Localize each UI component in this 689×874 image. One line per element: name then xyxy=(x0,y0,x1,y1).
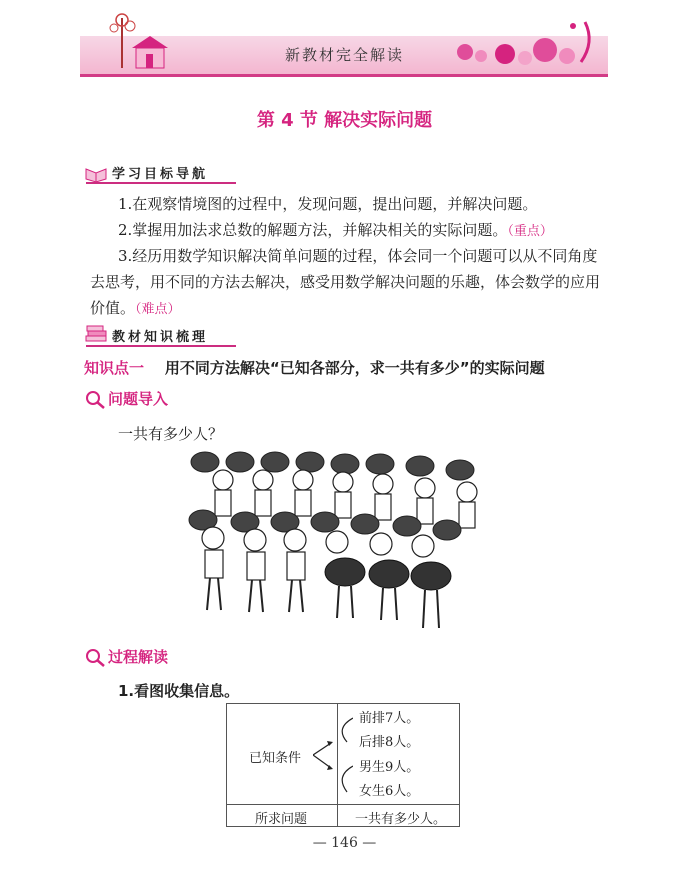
condition-boys: 男生9人。 xyxy=(359,760,420,775)
ask-label: 所求问题 xyxy=(255,812,308,827)
knowledge-heading-text: 教材知识梳理 xyxy=(112,330,209,345)
process-heading xyxy=(84,646,168,668)
intro-heading-text: 问题导入 xyxy=(108,390,169,408)
open-book-icon xyxy=(84,163,108,183)
intro-heading xyxy=(84,388,168,410)
knowledge-point-label: 知识点一 xyxy=(84,359,145,377)
process-heading-text: 过程解读 xyxy=(108,648,169,666)
goal-text: 3.经历用数学知识解决简单问题的过程，体会同一个问题可以从不同角度去思考，用不同的方法去解决，感受用数学解决问题的乐趣，体会数学的应用价值。 xyxy=(90,247,601,317)
condition-front-row: 前排7人。 xyxy=(359,711,420,726)
goal-item xyxy=(90,243,610,323)
ask-value: 一共有多少人。 xyxy=(355,812,447,827)
known-label: 已知条件 xyxy=(249,751,302,766)
info-table xyxy=(226,703,460,827)
knowledge-point-heading xyxy=(84,357,545,378)
condition-girls: 女生6人。 xyxy=(359,784,420,799)
goal-item xyxy=(90,217,610,245)
goal-tag: （重点） xyxy=(507,224,553,239)
stacked-books-icon xyxy=(84,324,108,344)
goals-heading xyxy=(112,163,208,182)
knowledge-underline xyxy=(86,345,236,347)
magnifier-icon xyxy=(84,390,106,410)
header-title: 新教材完全解读 xyxy=(284,46,404,64)
table-divider xyxy=(227,804,459,805)
goals-heading-text: 学习目标导航 xyxy=(112,167,209,182)
goal-item xyxy=(90,191,610,217)
knowledge-point-text: 用不同方法解决“已知各部分，求一共有多少”的实际问题 xyxy=(164,359,545,377)
goals-underline xyxy=(86,182,236,184)
goal-tag: （难点） xyxy=(135,302,181,317)
cheerleaders-illustration xyxy=(185,450,505,635)
goal-text: 1.在观察情境图的过程中，发现问题，提出问题，并解决问题。 xyxy=(118,195,538,213)
section-title: 第 4 节 解决实际问题 xyxy=(256,110,433,131)
magnifier-icon xyxy=(84,648,106,668)
process-step-1: 1.看图收集信息。 xyxy=(118,682,240,700)
intro-question: 一共有多少人？ xyxy=(118,425,224,443)
branch-arrows xyxy=(313,708,353,802)
page-number: — 146 — xyxy=(312,835,377,851)
condition-back-row: 后排8人。 xyxy=(359,735,420,750)
goal-text: 2.掌握用加法求总数的解题方法，并解决相关的实际问题。 xyxy=(118,221,508,239)
knowledge-heading xyxy=(112,326,208,345)
